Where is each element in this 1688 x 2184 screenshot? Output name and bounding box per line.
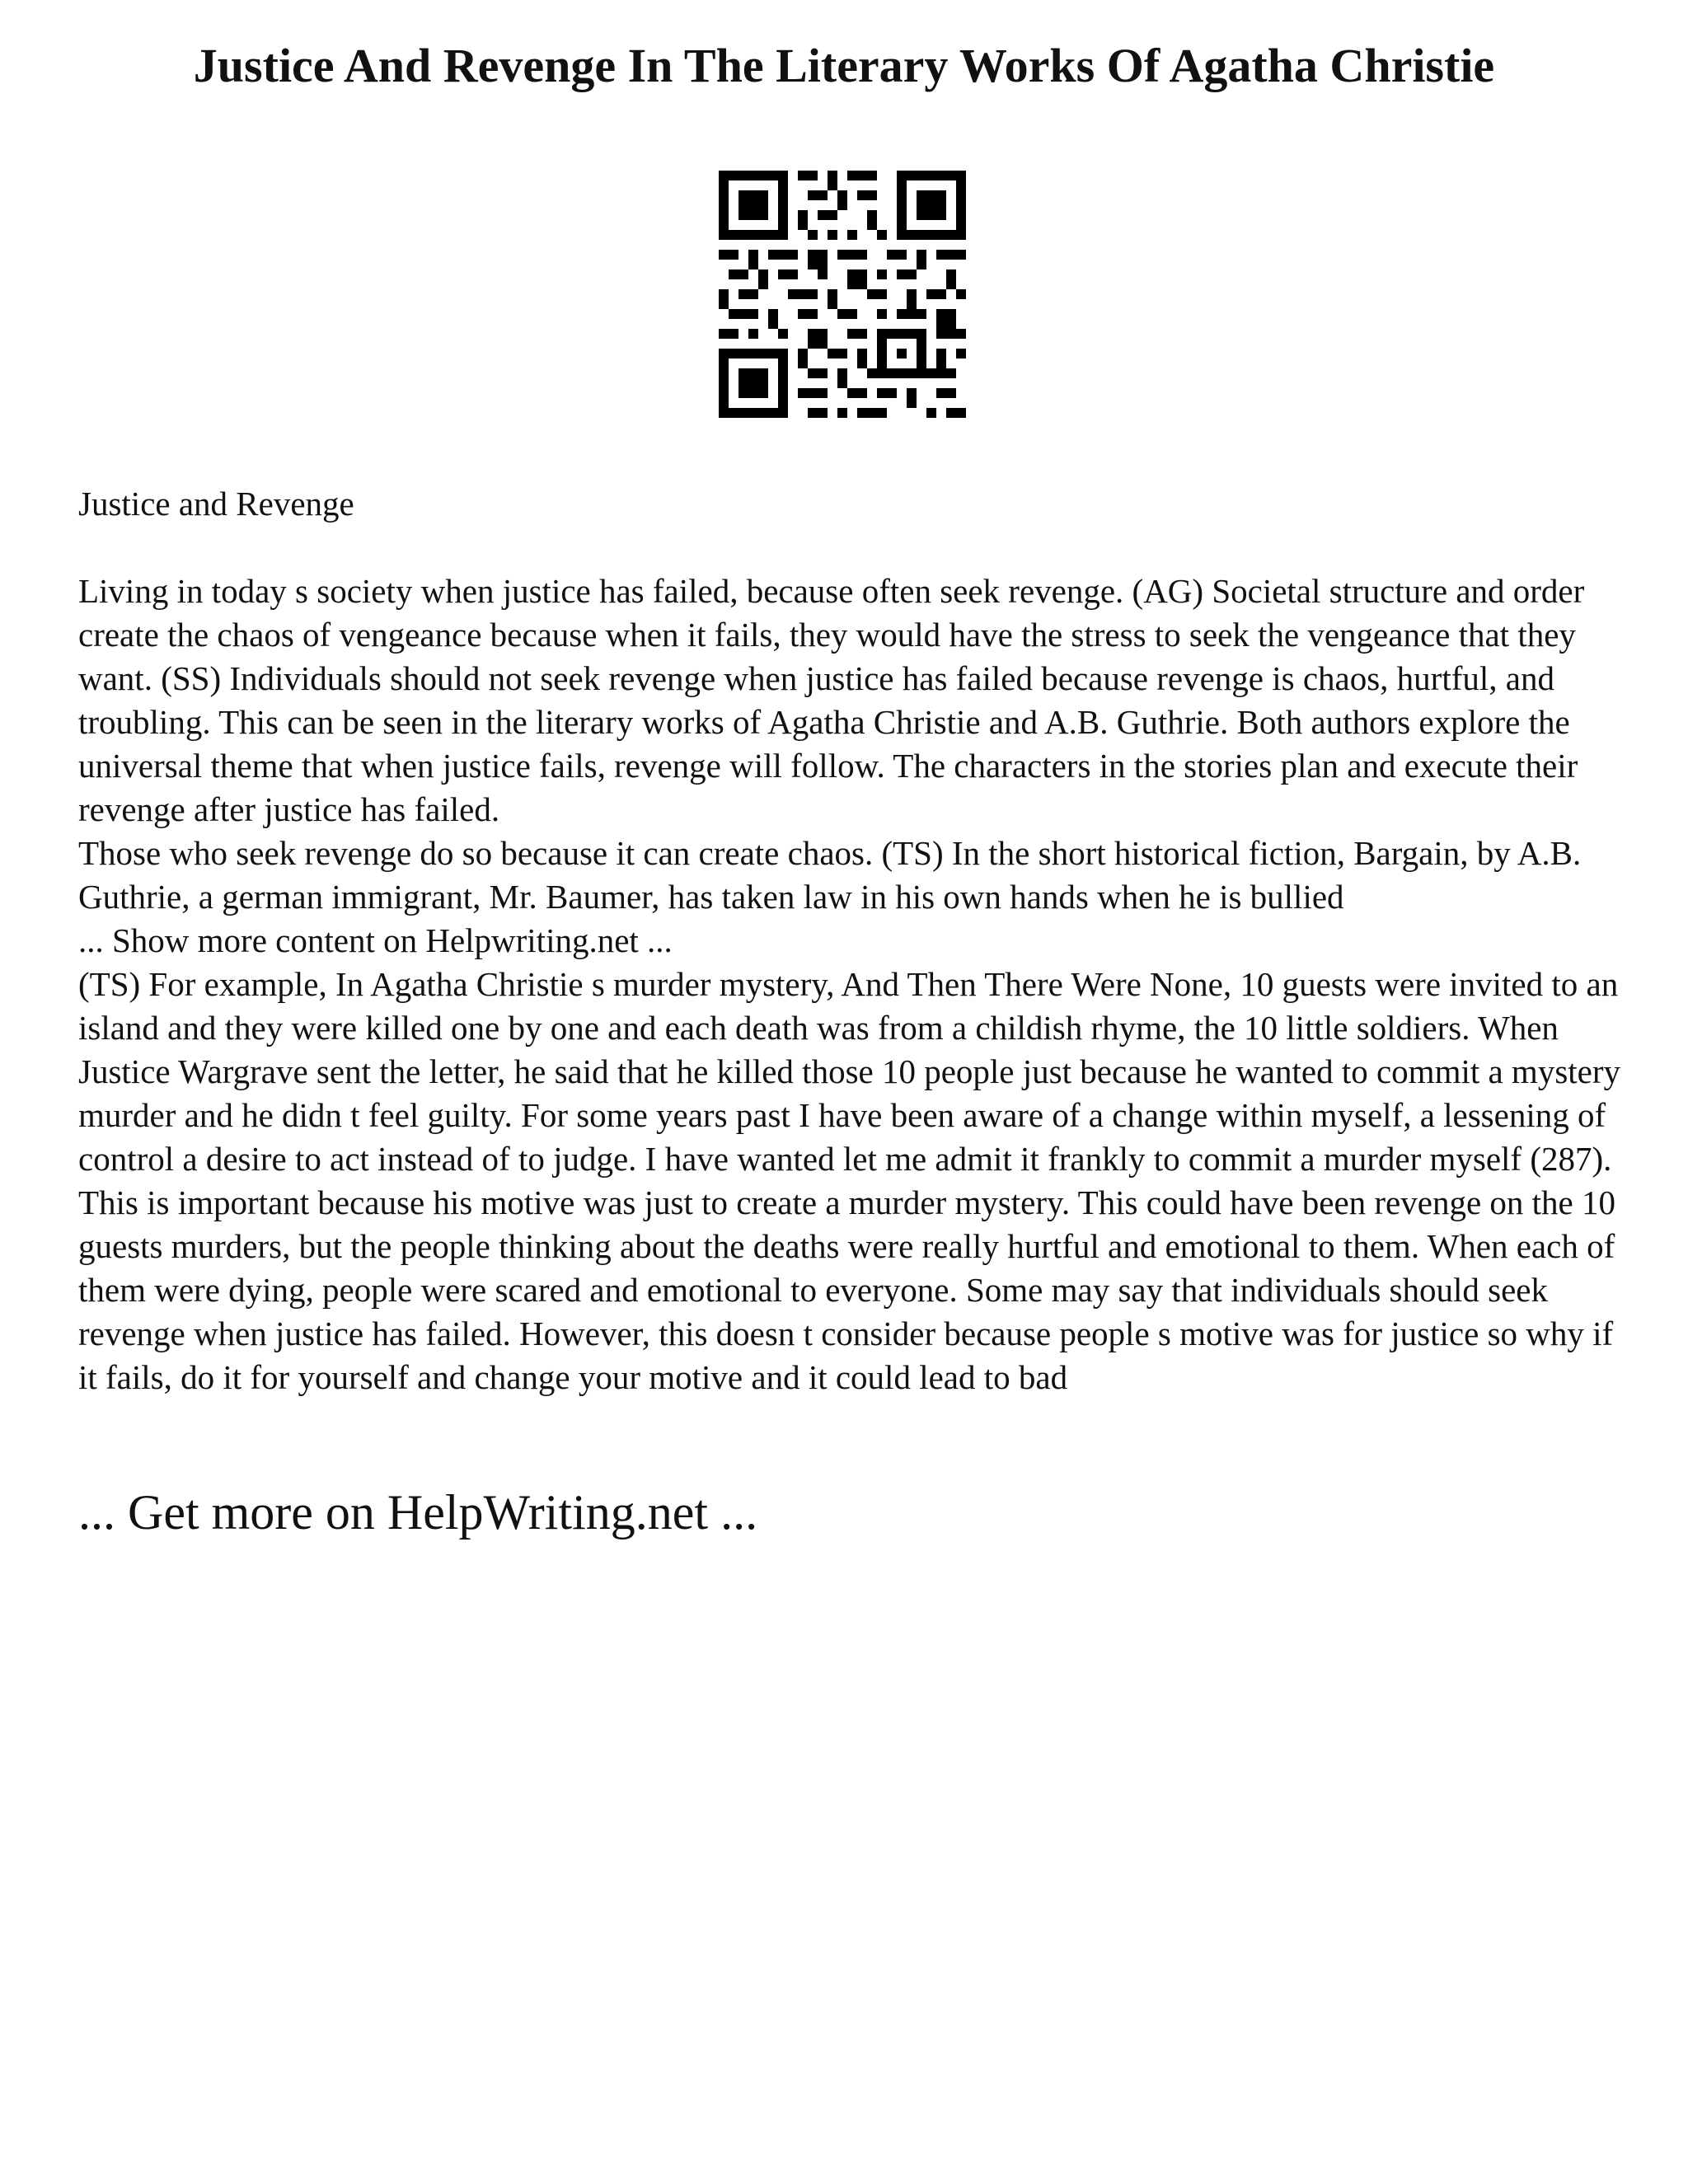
show-more-link[interactable]: ... Show more content on Helpwriting.net ... — [78, 921, 673, 959]
section-heading: Justice and Revenge — [78, 485, 354, 523]
essay-body — [78, 482, 1628, 1399]
get-more-link[interactable]: ... Get more on HelpWriting.net ... — [78, 1485, 758, 1540]
paragraph-1: Living in today s society when justice has failed, because often seek revenge. (AG) Societal structure and order create the chaos of vengeance because when it fails, they would have the stress to seek the vengeance that they want. (SS) Individuals should not seek revenge when justice has failed because revenge is chaos, hurtful, and troubling. This can be seen in the literary works of Agatha Christie and A.B. Guthrie. Both authors explore the universal theme that when justice fails, revenge will follow. The characters in the stories plan and execute their revenge after justice has failed. — [78, 572, 1585, 828]
paragraph-2: Those who seek revenge do so because it can create chaos. (TS) In the short historical fiction, Bargain, by A.B. Guthrie, a german immigrant, Mr. Baumer, has taken law in his own hands when he is bullied — [78, 834, 1582, 916]
paragraph-3: (TS) For example, In Agatha Christie s murder mystery, And Then There Were None, 10 guests were invited to an island and they were killed one by one and each death was from a childish rhyme, the 10 little soldiers. When Justice Wargrave sent the letter, he said that he killed those 10 people just because he wanted to commit a mystery murder and he didn t feel guilty. For some years past I have been aware of a change within myself, a lessening of control a desire to act instead of to judge. I have wanted let me admit it frankly to commit a murder myself (287). This is important because his motive was just to create a murder mystery. This could have been revenge on the 10 guests murders, but the people thinking about the deaths were really hurtful and emotional to them. When each of them were dying, people were scared and emotional to everyone. Some may say that individuals should seek revenge when justice has failed. However, this doesn t consider because people s motive was for justice so why if it fails, do it for yourself and change your motive and it could lead to bad — [78, 965, 1621, 1396]
qr-code-icon — [719, 171, 966, 418]
document-title: Justice And Revenge In The Literary Works Of Agatha Christie — [193, 39, 1495, 92]
